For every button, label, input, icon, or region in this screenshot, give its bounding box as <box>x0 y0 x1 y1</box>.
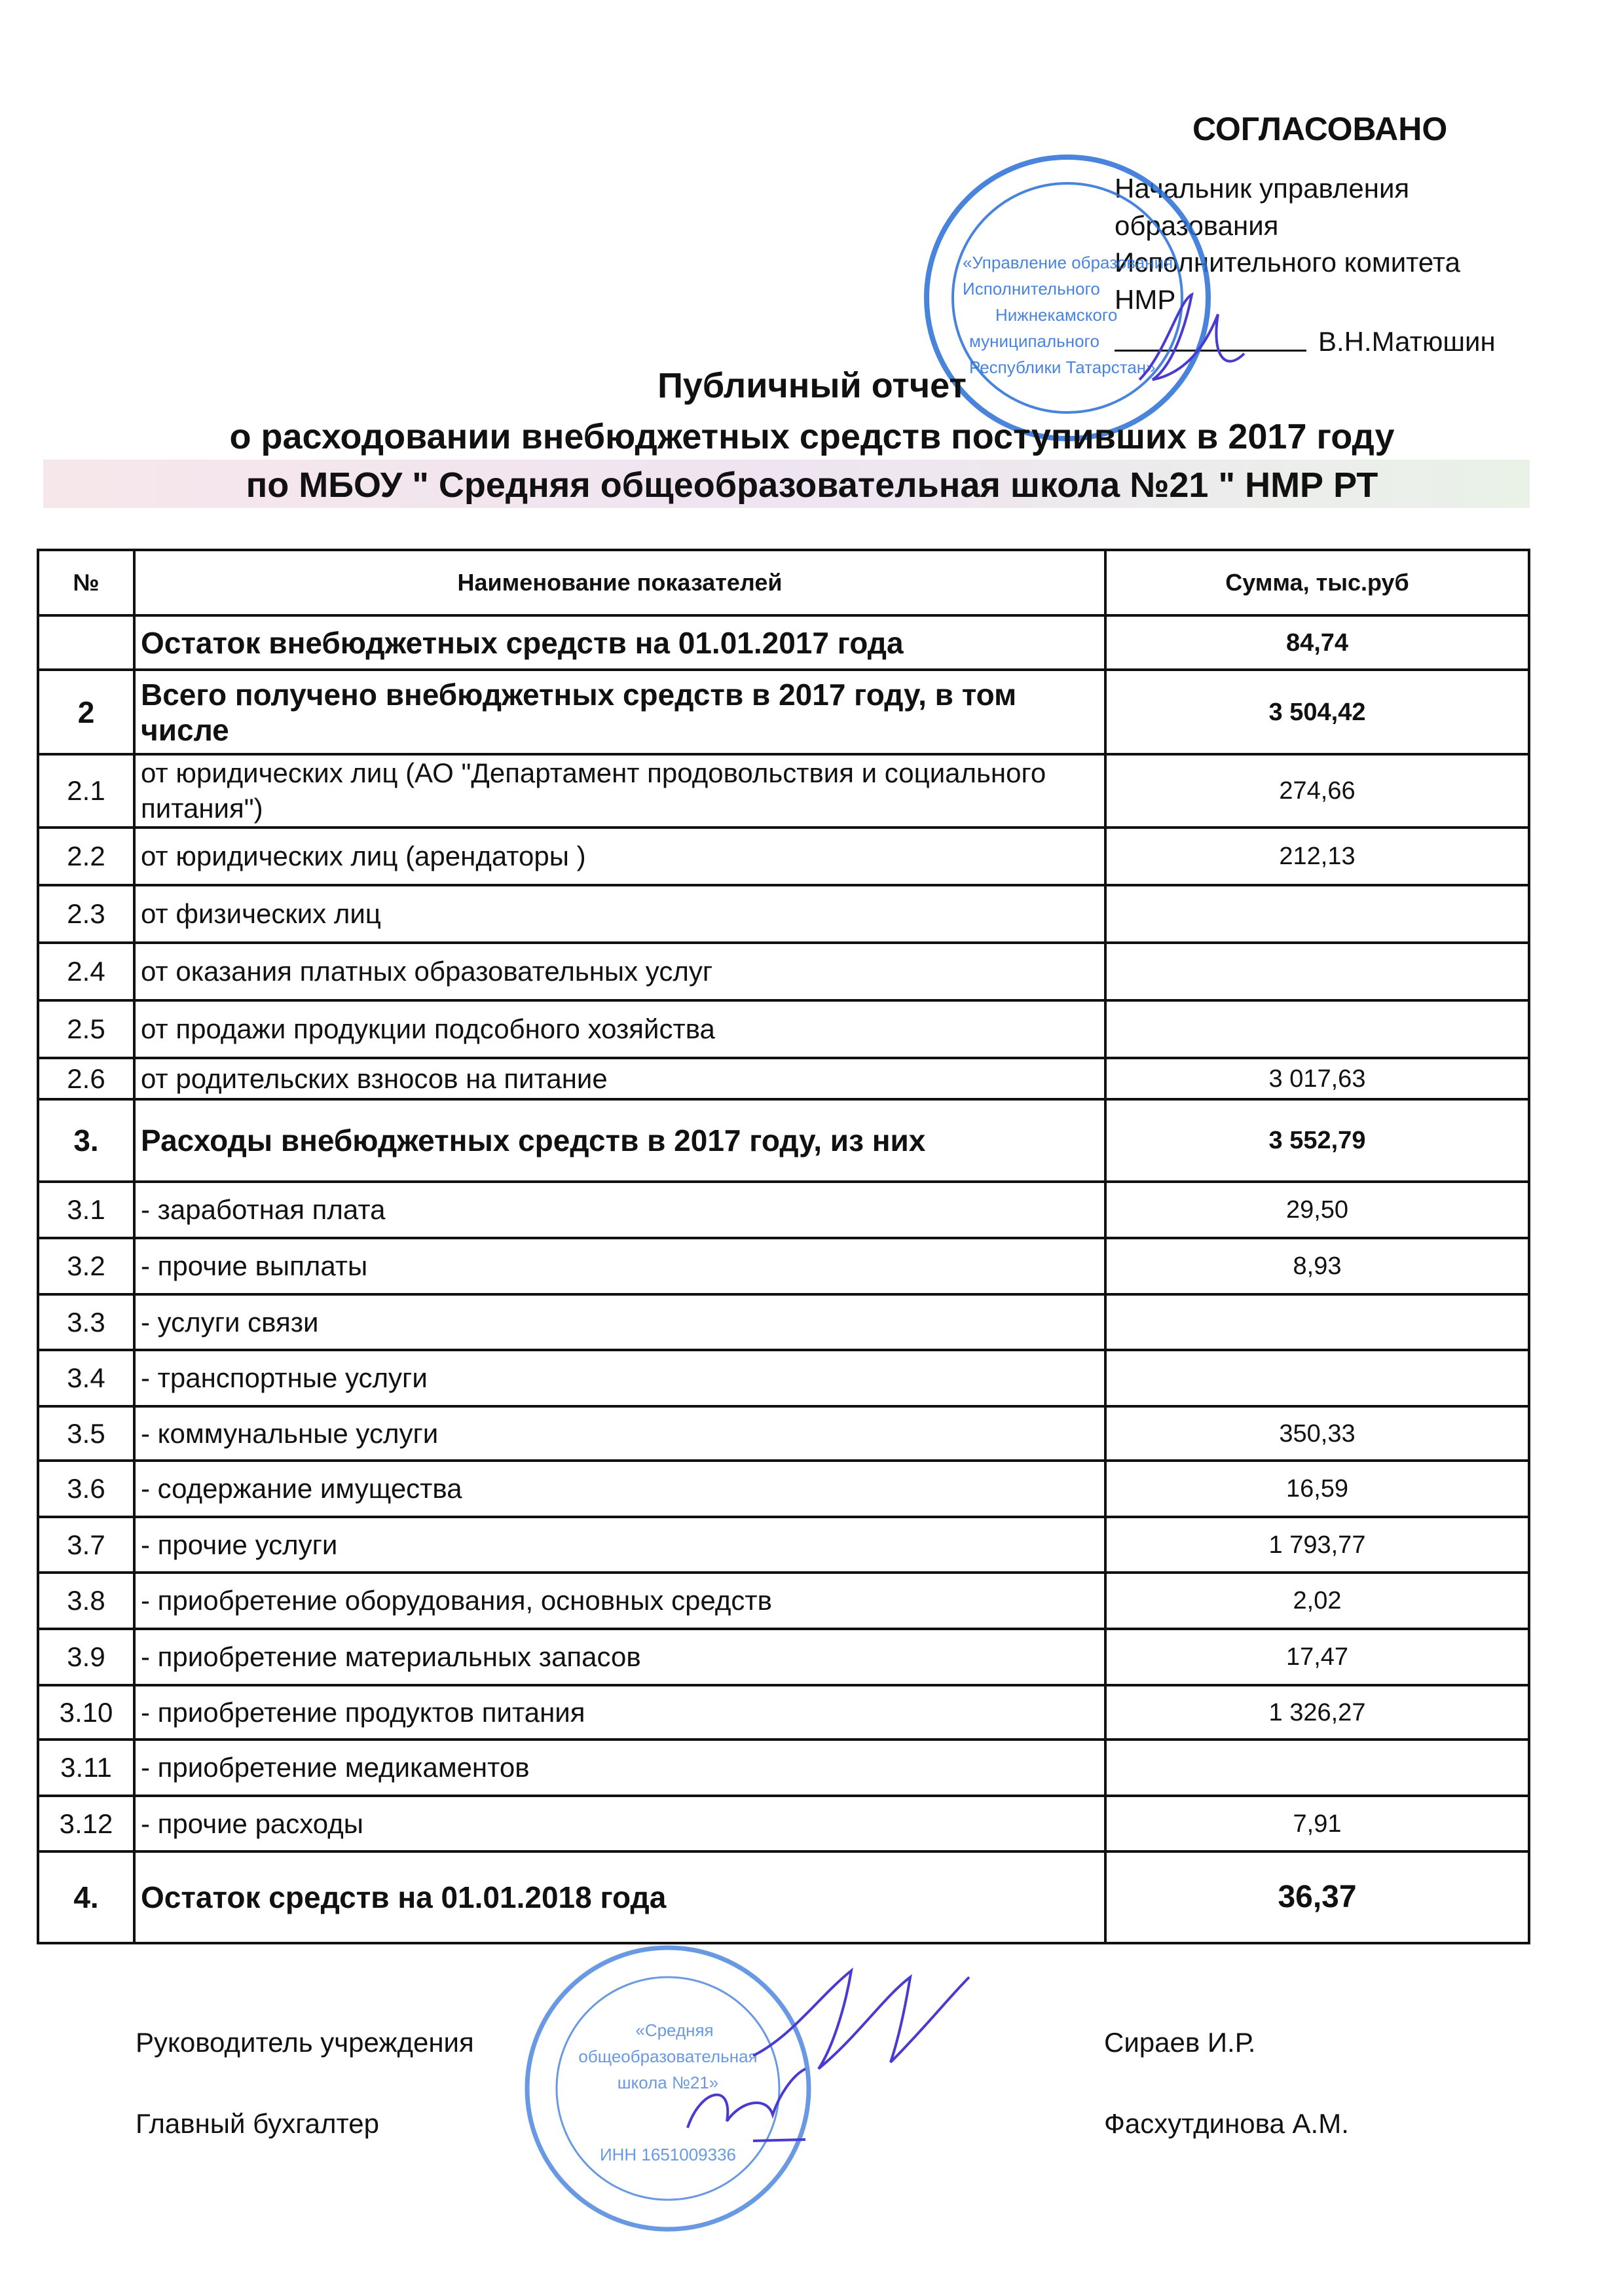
row-sum: 3 552,79 <box>1105 1099 1529 1182</box>
row-number: 2.1 <box>38 754 134 828</box>
svg-text:Исполнительного: Исполнительного <box>963 279 1100 299</box>
row-number: 3.8 <box>38 1573 134 1629</box>
report-subtitle: о расходовании внебюджетных средств поступивших в 2017 году <box>229 417 1395 456</box>
row-number: 3. <box>38 1099 134 1182</box>
row-name: Остаток средств на 01.01.2018 года <box>134 1851 1105 1943</box>
row-name: - прочие услуги <box>134 1517 1105 1573</box>
row-number: 3.12 <box>38 1796 134 1851</box>
row-number: 3.3 <box>38 1294 134 1350</box>
row-name: от продажи продукции подсобного хозяйства <box>134 1000 1105 1058</box>
row-number: 2.3 <box>38 885 134 943</box>
approval-heading: СОГЛАСОВАНО <box>1192 111 1448 147</box>
row-number: 3.10 <box>38 1685 134 1740</box>
row-name: - коммунальные услуги <box>134 1406 1105 1461</box>
row-name: от оказания платных образовательных услуг <box>134 943 1105 1000</box>
svg-text:«Средняя: «Средняя <box>635 2020 714 2040</box>
row-name: от юридических лиц (АО "Департамент продовольствия и социального питания") <box>134 754 1105 828</box>
table-row <box>38 1238 1529 1294</box>
row-number: 3.1 <box>38 1182 134 1238</box>
row-name: - прочие расходы <box>134 1796 1105 1851</box>
table-row <box>38 1294 1529 1350</box>
table-row <box>38 828 1529 885</box>
header-name: Наименование показателей <box>134 550 1105 615</box>
row-number <box>38 615 134 670</box>
svg-text:общеобразовательная: общеобразовательная <box>578 2047 758 2066</box>
row-name: - приобретение оборудования, основных средств <box>134 1573 1105 1629</box>
svg-text:школа №21»: школа №21» <box>617 2073 719 2092</box>
row-name: - услуги связи <box>134 1294 1105 1350</box>
row-sum: 84,74 <box>1105 615 1529 670</box>
table-header <box>38 550 1529 615</box>
row-name: Всего получено внебюджетных средств в 2017 году, в том числе <box>134 670 1105 754</box>
row-number: 3.2 <box>38 1238 134 1294</box>
table-row <box>38 1685 1529 1740</box>
row-sum: 7,91 <box>1105 1796 1529 1851</box>
row-sum: 3 504,42 <box>1105 670 1529 754</box>
row-sum <box>1105 885 1529 943</box>
row-sum: 2,02 <box>1105 1573 1529 1629</box>
row-sum <box>1105 1740 1529 1796</box>
row-name: - приобретение материальных запасов <box>134 1629 1105 1685</box>
table-row <box>38 615 1529 670</box>
row-number: 2.2 <box>38 828 134 885</box>
report-title: Публичный отчет <box>657 366 967 405</box>
svg-text:ИНН 1651009336: ИНН 1651009336 <box>599 2145 737 2164</box>
row-name: Расходы внебюджетных средств в 2017 году, из них <box>134 1099 1105 1182</box>
row-sum <box>1105 943 1529 1000</box>
table-row <box>38 1629 1529 1685</box>
row-name: от родительских взносов на питание <box>134 1058 1105 1099</box>
report-table <box>37 549 1530 1944</box>
table-row <box>38 1796 1529 1851</box>
table-row <box>38 1182 1529 1238</box>
approval-line: Исполнительного комитета <box>1115 247 1461 278</box>
svg-text:Республики Татарстан»: Республики Татарстан» <box>969 357 1156 377</box>
row-name: Остаток внебюджетных средств на 01.01.2017 года <box>134 615 1105 670</box>
table-row <box>38 670 1529 754</box>
row-number: 3.6 <box>38 1461 134 1517</box>
row-number: 3.7 <box>38 1517 134 1573</box>
approval-line: НМР <box>1115 284 1176 315</box>
row-number: 3.4 <box>38 1350 134 1406</box>
director-name: Сираев И.Р. <box>1104 2027 1256 2058</box>
row-sum: 350,33 <box>1105 1406 1529 1461</box>
row-name: - приобретение медикаментов <box>134 1740 1105 1796</box>
row-sum: 212,13 <box>1105 828 1529 885</box>
table-row <box>38 1406 1529 1461</box>
row-name: от физических лиц <box>134 885 1105 943</box>
row-name: от юридических лиц (арендаторы ) <box>134 828 1105 885</box>
approval-line: образования <box>1115 210 1279 241</box>
svg-text:муниципального: муниципального <box>969 331 1099 351</box>
header-number: № <box>38 550 134 615</box>
row-number: 3.5 <box>38 1406 134 1461</box>
table-row <box>38 885 1529 943</box>
row-sum: 17,47 <box>1105 1629 1529 1685</box>
approval-signatory: В.Н.Матюшин <box>1318 326 1496 357</box>
table-row <box>38 1058 1529 1099</box>
table-row <box>38 943 1529 1000</box>
table-row <box>38 1740 1529 1796</box>
row-sum: 1 326,27 <box>1105 1685 1529 1740</box>
row-sum: 36,37 <box>1105 1851 1529 1943</box>
row-name: - приобретение продуктов питания <box>134 1685 1105 1740</box>
table-row <box>38 754 1529 828</box>
row-number: 4. <box>38 1851 134 1943</box>
row-name: - прочие выплаты <box>134 1238 1105 1294</box>
row-number: 2.5 <box>38 1000 134 1058</box>
row-sum: 29,50 <box>1105 1182 1529 1238</box>
row-name: - транспортные услуги <box>134 1350 1105 1406</box>
header-sum: Сумма, тыс.руб <box>1105 550 1529 615</box>
table-row <box>38 1000 1529 1058</box>
approval-line: Начальник управления <box>1115 173 1410 204</box>
row-number: 2.6 <box>38 1058 134 1099</box>
table-row <box>38 1517 1529 1573</box>
table-row <box>38 1461 1529 1517</box>
accountant-label: Главный бухгалтер <box>136 2108 379 2139</box>
row-name: - заработная плата <box>134 1182 1105 1238</box>
row-sum <box>1105 1000 1529 1058</box>
director-label: Руководитель учреждения <box>136 2027 474 2058</box>
row-sum <box>1105 1294 1529 1350</box>
table-row <box>38 1851 1529 1943</box>
row-number: 2 <box>38 670 134 754</box>
row-sum: 16,59 <box>1105 1461 1529 1517</box>
row-name: - содержание имущества <box>134 1461 1105 1517</box>
table-row <box>38 1350 1529 1406</box>
row-number: 3.11 <box>38 1740 134 1796</box>
report-organization: по МБОУ " Средняя общеобразовательная школа №21 " НМР РТ <box>246 465 1378 505</box>
row-number: 3.9 <box>38 1629 134 1685</box>
table-row <box>38 1099 1529 1182</box>
svg-text:Нижнекамского: Нижнекамского <box>995 305 1118 325</box>
row-sum <box>1105 1350 1529 1406</box>
row-sum: 8,93 <box>1105 1238 1529 1294</box>
accountant-name: Фасхутдинова А.М. <box>1104 2108 1349 2139</box>
row-sum: 274,66 <box>1105 754 1529 828</box>
svg-text:«Управление образования: «Управление образования <box>963 253 1173 272</box>
table-row <box>38 1573 1529 1629</box>
row-number: 2.4 <box>38 943 134 1000</box>
row-sum: 3 017,63 <box>1105 1058 1529 1099</box>
row-sum: 1 793,77 <box>1105 1517 1529 1573</box>
signature-accountant <box>674 2062 819 2160</box>
